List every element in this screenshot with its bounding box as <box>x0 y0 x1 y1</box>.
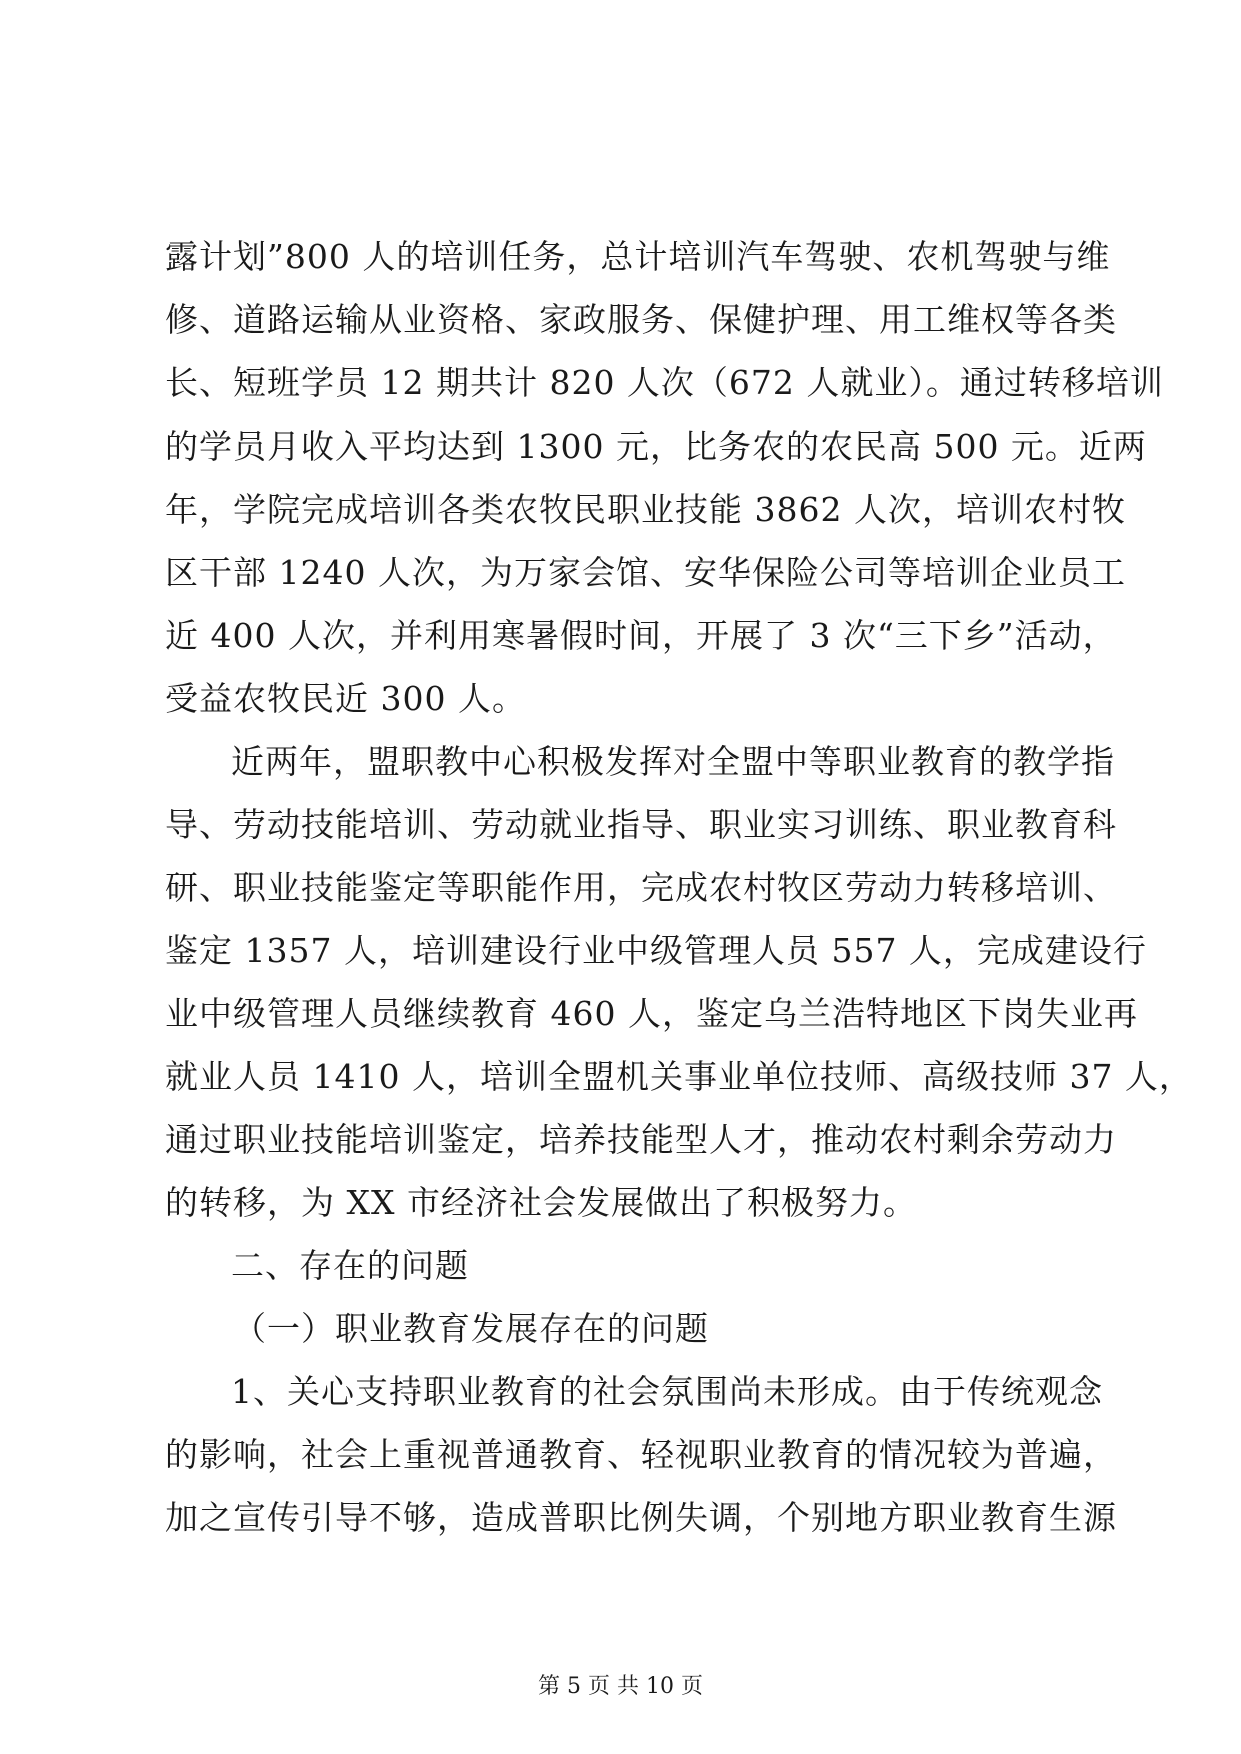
text-line: 的转移，为 XX 市经济社会发展做出了积极努力。 <box>165 1183 917 1222</box>
text-line: 研、职业技能鉴定等职能作用，完成农村牧区劳动力转移培训、 <box>165 868 1117 907</box>
page-footer: 第 5 页 共 10 页 <box>538 1674 703 1699</box>
text-line: 的影响，社会上重视普通教育、轻视职业教育的情况较为普遍， <box>165 1435 1117 1474</box>
paragraph-start-line: 1、关心支持职业教育的社会氛围尚未形成。由于传统观念 <box>231 1372 1103 1411</box>
text-line: 修、道路运输从业资格、家政服务、保健护理、用工维权等各类 <box>165 300 1117 339</box>
text-line: 业中级管理人员继续教育 460 人，鉴定乌兰浩特地区下岗失业再 <box>165 994 1138 1033</box>
text-line: 通过职业技能培训鉴定，培养技能型人才，推动农村剩余劳动力 <box>165 1120 1117 1159</box>
paragraph-start-line: 近两年，盟职教中心积极发挥对全盟中等职业教育的教学指 <box>231 742 1115 781</box>
text-line: 受益农牧民近 300 人。 <box>165 679 526 718</box>
text-line: 就业人员 1410 人，培训全盟机关事业单位技师、高级技师 37 人， <box>165 1057 1193 1096</box>
text-line: 导、劳动技能培训、劳动就业指导、职业实习训练、职业教育科 <box>165 805 1117 844</box>
text-line: 的学员月收入平均达到 1300 元，比务农的农民高 500 元。近两 <box>165 427 1147 466</box>
text-line: 加之宣传引导不够，造成普职比例失调，个别地方职业教育生源 <box>165 1498 1117 1537</box>
text-line: 区干部 1240 人次，为万家会馆、安华保险公司等培训企业员工 <box>165 553 1126 592</box>
text-line: 露计划”800 人的培训任务，总计培训汽车驾驶、农机驾驶与维 <box>165 237 1111 276</box>
text-line: 年，学院完成培训各类农牧民职业技能 3862 人次，培训农村牧 <box>165 490 1126 529</box>
subsection-heading: （一）职业教育发展存在的问题 <box>233 1309 709 1348</box>
text-line: 鉴定 1357 人，培训建设行业中级管理人员 557 人，完成建设行 <box>165 931 1147 970</box>
section-heading: 二、存在的问题 <box>231 1246 469 1285</box>
text-line: 长、短班学员 12 期共计 820 人次（672 人就业）。通过转移培训 <box>165 363 1164 402</box>
text-line: 近 400 人次，并利用寒暑假时间，开展了 3 次“三下乡”活动， <box>165 616 1117 655</box>
